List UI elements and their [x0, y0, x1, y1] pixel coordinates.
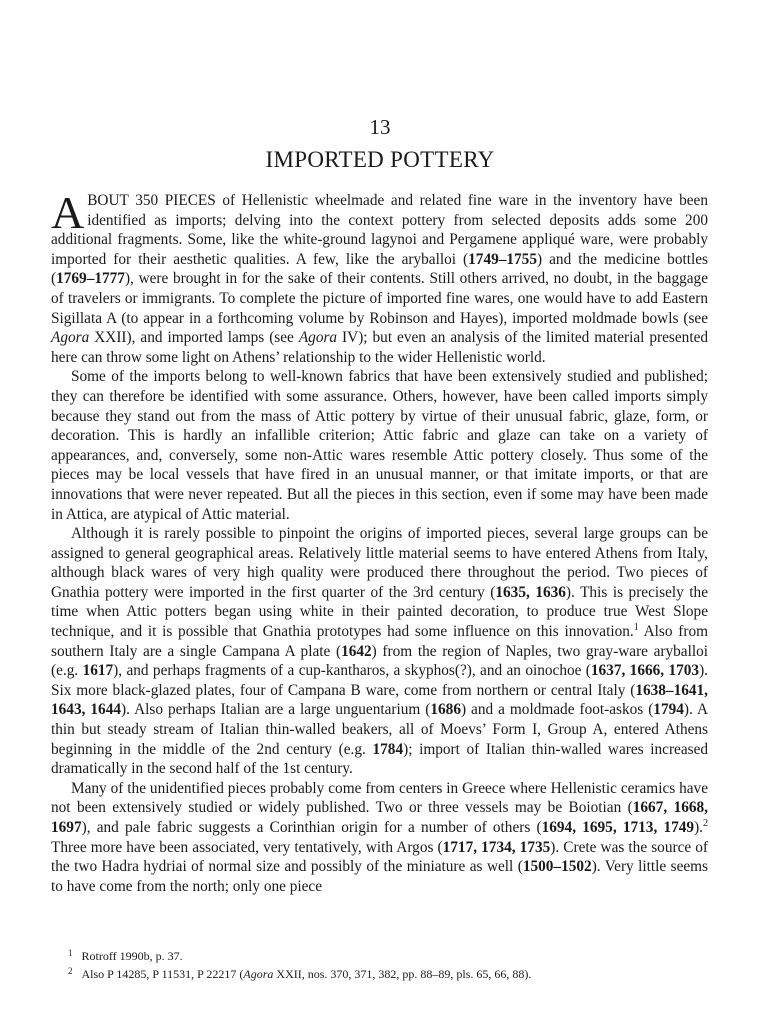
paragraph [51, 779, 708, 897]
footnote [68, 947, 708, 965]
text-run: ). Very little seems to have come from the north; only one piece [51, 858, 709, 895]
catalog-ref: 1500–1502 [522, 858, 592, 876]
footnote-text: Also P 14285, P 11531, P 22217 ( [81, 967, 244, 981]
text-run: ), were brought in for the sake of their contents. Still others arrived, no doubt, in the baggage of travelers or immigrants. To complete the picture of imported fine wares, one would have to add Eastern Sigillata A (to appear in a forthcoming volume by Robinson and Hayes), imported moldmade bowls (see [51, 270, 708, 327]
text-run: ). A thin but steady stream of Italian thin-walled beakers, all of Moevs’ Form I, Group A, entered Athens beginning in the middle of the 2nd century (e.g. [51, 701, 709, 758]
text-run: ). [694, 819, 703, 836]
text-run: ); import of Italian thin-walled wares increased dramatically in the second half of the 1st century. [51, 740, 709, 778]
footnote [68, 965, 708, 983]
catalog-ref: 1784 [372, 740, 404, 758]
catalog-ref: 1637, 1666, 1703 [590, 662, 700, 680]
catalog-ref: 1694, 1695, 1713, 1749 [541, 819, 695, 836]
text-run: Also from southern Italy are a single Campana A plate ( [51, 623, 709, 660]
catalog-ref: 1794 [653, 701, 684, 719]
body-text [51, 187, 709, 896]
series-title: Agora [243, 967, 274, 981]
catalog-ref: 1635, 1636 [495, 583, 566, 601]
text-run: ) and the medicine bottles ( [51, 250, 708, 288]
footnote-number: 2 [68, 966, 73, 976]
catalog-ref: 1769–1777 [56, 270, 125, 288]
catalog-ref: 1642 [341, 642, 372, 660]
series-title: Agora [298, 329, 338, 347]
text-run: Three more have been associated, very tentatively, with Argos ( [51, 838, 443, 856]
catalog-ref: 1667, 1668, 1697 [51, 799, 708, 836]
footnote-text: XXII, nos. 370, 371, 382, pp. 88–89, pls. 65, 66, 88). [273, 967, 532, 981]
footnote-text: Rotroff 1990b, p. 37. [81, 949, 183, 963]
footnote-marker: 1 [633, 622, 639, 634]
catalog-ref: 1686 [430, 701, 461, 719]
paragraph [51, 524, 708, 779]
catalog-ref: 1717, 1734, 1735 [442, 838, 551, 856]
paragraph: Some of the imports belong to well-known fabrics that have been extensively studied and published; they can therefore be identified with some assurance. Others, however, have been called imports simply because they stand out from the mass of Attic pottery by virtue of their unusual fabric, glaze, form, or decoration. This is hardly an infallible criterion; Attic fabric and glaze can take on a variety of appearances, and, conversely, some non-Attic wares resemble Attic pottery closely. Thus some of the pieces may be local vessels that have fired in an unusual manner, or that imitate imports, or that are innovations that were never repeated. But all the pieces in this section, even if some may have been made in Attica, are atypical of Attic material. [51, 368, 708, 523]
text-run: ). Also perhaps Italian are a large unguentarium ( [121, 701, 431, 719]
text-run: ). Crete was the source of the two Hadra hydriai of normal size and possibly of the miniature as well ( [51, 838, 708, 876]
text-run: ) and a moldmade foot-askos ( [460, 701, 654, 719]
footnote-number: 1 [68, 948, 73, 958]
text-run: ) from the region of Naples, two gray-ware aryballoi (e.g. [51, 642, 708, 680]
catalog-ref: 1749–1755 [468, 250, 537, 268]
catalog-ref: 1617 [82, 662, 114, 680]
text-run: XXII), and imported lamps (see [89, 329, 299, 347]
drop-cap: A [51, 187, 85, 238]
chapter-number: 13 [369, 115, 391, 139]
text-run: ), and perhaps fragments of a cup-kantharos, a skyphos(?), and an oinochoe ( [113, 662, 591, 680]
catalog-ref: 1638–1641, 1643, 1644 [51, 681, 708, 719]
footnote-marker: 2 [703, 818, 708, 829]
text-run: IV); but even an analysis of the limited material presented here can throw some light on Athens’ relationship to the wider Hellenistic world. [51, 329, 709, 366]
text-run: ). Six more black-glazed plates, four of Campana B ware, come from northern or central Italy ( [51, 662, 708, 699]
text-run: Although it is rarely possible to pinpoint the origins of imported pieces, several large groups can be assigned to general geographical areas. Relatively little material seems to have entered Athens from Italy, although black wares of very high quality were produced there throughout the period. Two pieces of Gnathia pottery were imported in the first quarter of the 3rd century ( [51, 525, 708, 601]
footnotes [68, 947, 708, 983]
series-title: Agora [51, 329, 90, 347]
text-run: BOUT 350 PIECES of Hellenistic wheelmade and related fine ware in the inventory have been identified as imports; delving into the context pottery from selected deposits adds some 200 additional fragments. Some, like the white-ground lagynoi and Pergamene appliqué ware, were probably imported for their aesthetic qualities. A few, like the aryballoi ( [51, 192, 708, 268]
text-run: ), and pale fabric suggests a Corinthian origin for a number of others ( [81, 819, 542, 836]
text-run: ). This is precisely the time when Attic potters began using white in their painted decoration, to produce true West Slope technique, and it is possible that Gnathia prototypes had some influence on this innovation. [51, 583, 708, 641]
text-run: Many of the unidentified pieces probably come from centers in Greece where Hellenistic ceramics have not been extensively studied or widely published. Two or three vessels may be Boiotian ( [51, 779, 708, 817]
paragraph [51, 187, 709, 367]
chapter-title: IMPORTED POTTERY [265, 147, 495, 172]
